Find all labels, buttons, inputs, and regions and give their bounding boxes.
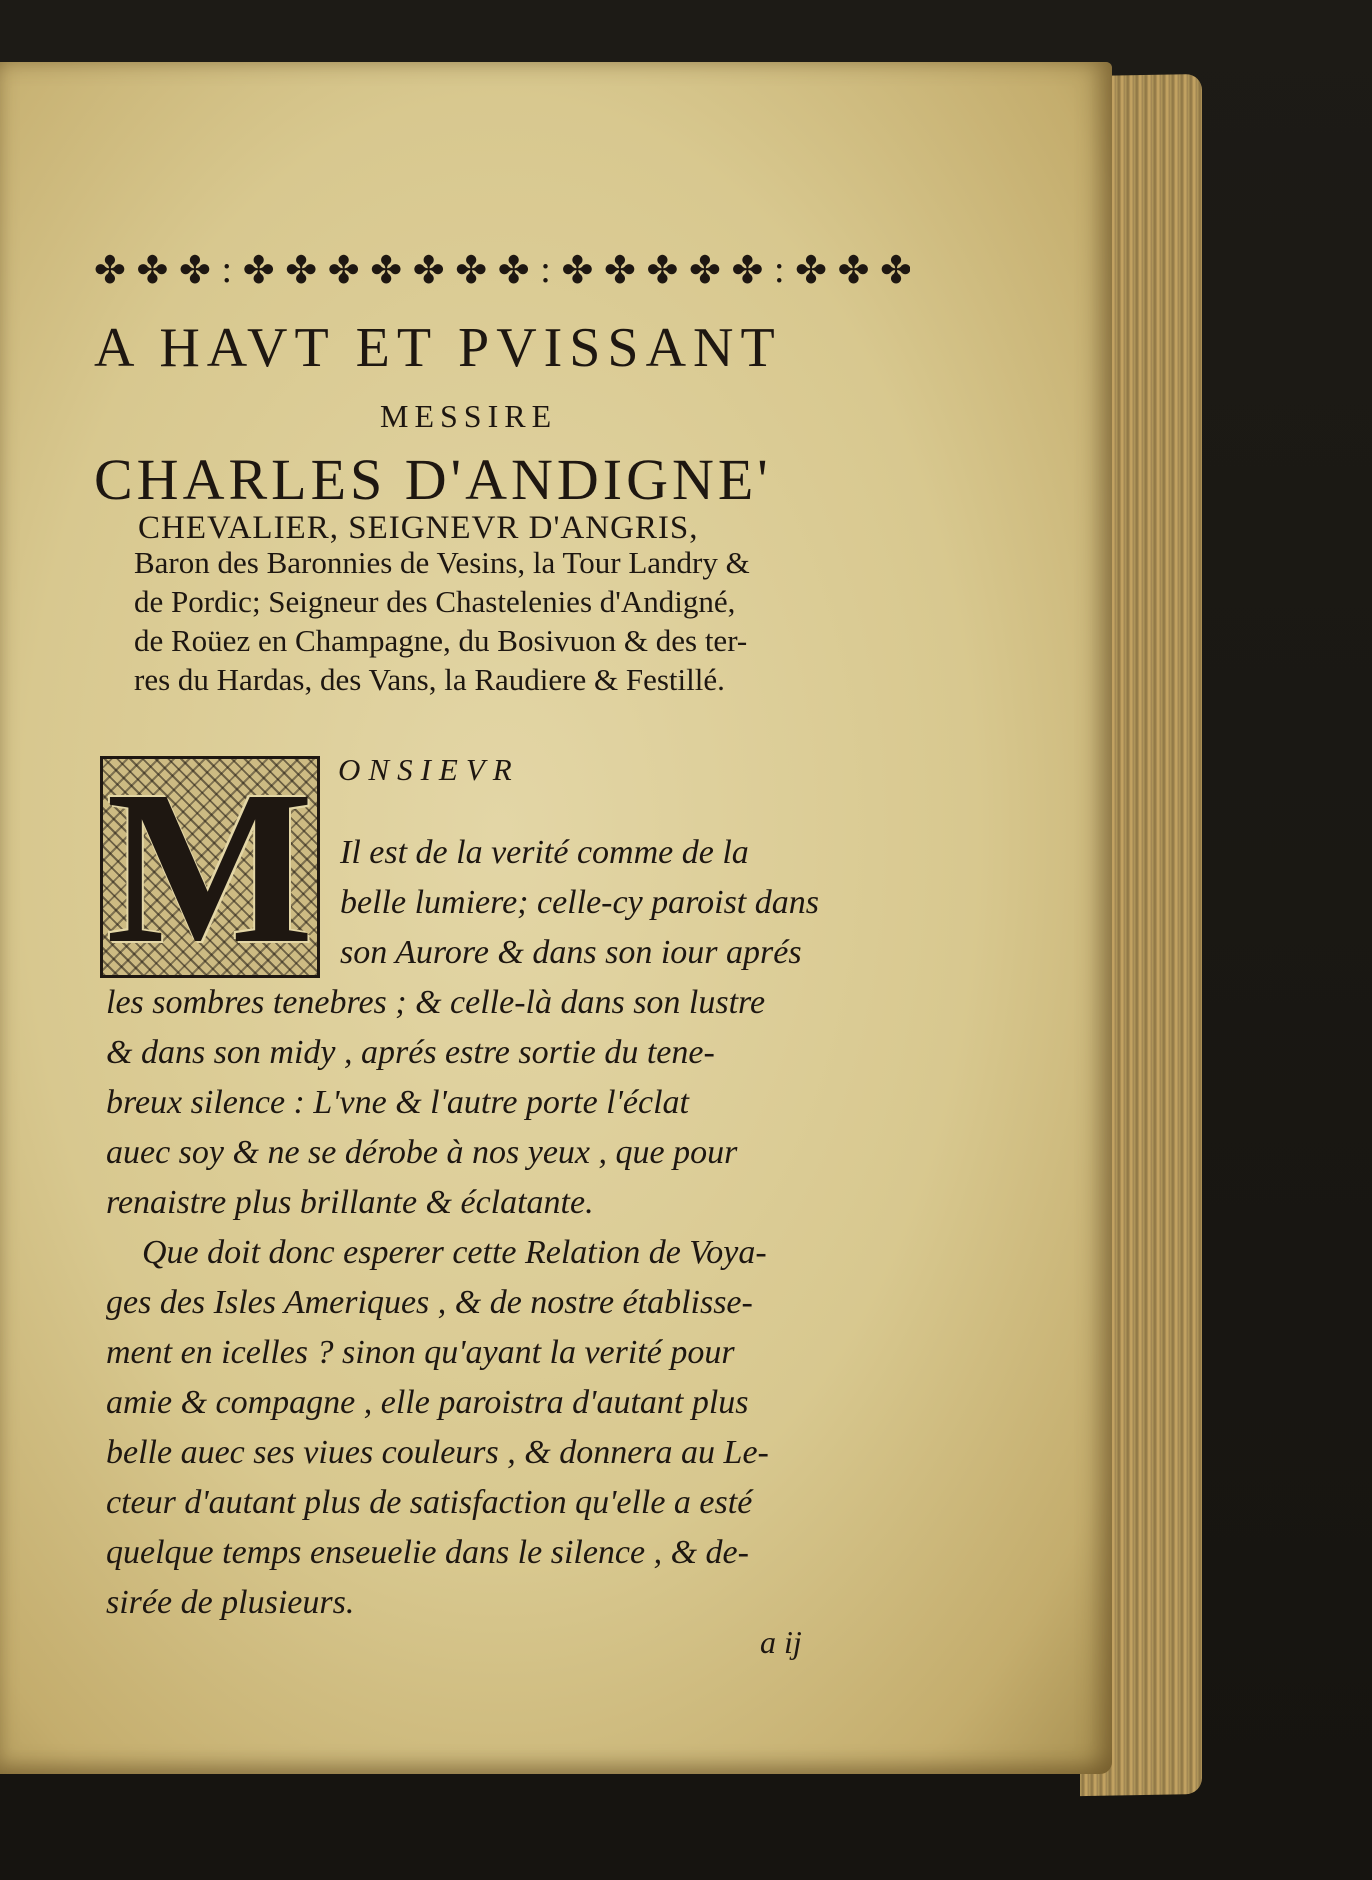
fleuron-icon: ✤ xyxy=(497,249,528,292)
body-line: quelque temps enseuelie dans le silence , & de- xyxy=(106,1534,749,1571)
ornament-separator: : xyxy=(540,249,549,291)
fleuron-icon: ✤ xyxy=(370,249,401,292)
fleuron-icon: ✤ xyxy=(688,249,719,292)
fleuron-icon: ✤ xyxy=(837,249,868,292)
heading-line-4: CHEVALIER, SEIGNEVR D'ANGRIS, xyxy=(138,510,699,546)
heading-line-1: A HAVT ET PVISSANT xyxy=(94,317,782,379)
dedication-line: Baron des Baronnies de Vesins, la Tour Landry & xyxy=(134,545,750,580)
dedication-line: de Roüez en Champagne, du Bosivuon & des ter- xyxy=(134,623,748,658)
fleuron-icon: ✤ xyxy=(603,249,634,292)
folio-signature: a ij xyxy=(760,1624,802,1660)
fleuron-icon: ✤ xyxy=(327,249,358,292)
dedication-line: res du Hardas, des Vans, la Raudiere & Festillé. xyxy=(134,662,725,697)
body-line: cteur d'autant plus de satisfaction qu'elle a esté xyxy=(106,1484,753,1521)
body-line: renaistre plus brillante & éclatante. xyxy=(106,1184,594,1221)
fleuron-icon: ✤ xyxy=(94,249,124,292)
body-line: & dans son midy , aprés estre sortie du tene- xyxy=(106,1034,715,1071)
body-line: ges des Isles Ameriques , & de nostre établisse- xyxy=(106,1284,753,1321)
heading-line-3: CHARLES D'ANDIGNE' xyxy=(94,447,772,512)
body-line: les sombres tenebres ; & celle-là dans son lustre xyxy=(106,984,766,1021)
body-line: Que doit donc esperer cette Relation de Voya- xyxy=(142,1234,767,1271)
body-line: belle lumiere; celle-cy paroist dans xyxy=(340,884,819,921)
body-line: amie & compagne , elle paroistra d'autant plus xyxy=(106,1384,749,1421)
body-line: sirée de plusieurs. xyxy=(106,1584,355,1621)
fleuron-icon: ✤ xyxy=(880,249,910,292)
fleuron-icon: ✤ xyxy=(561,249,592,292)
body-line: auec soy & ne se dérobe à nos yeux , que pour xyxy=(106,1134,738,1171)
dedication-line: de Pordic; Seigneur des Chastelenies d'Andigné, xyxy=(134,584,736,619)
body-line: belle auec ses viues couleurs , & donnera au Le- xyxy=(106,1434,769,1471)
fleuron-ornament-band xyxy=(94,248,910,292)
body-line: Il est de la verité comme de la xyxy=(340,834,749,871)
body-line: ment en icelles ? sinon qu'ayant la verité pour xyxy=(106,1334,735,1371)
heading-line-2: MESSIRE xyxy=(380,398,558,434)
fleuron-icon: ✤ xyxy=(285,249,316,292)
body-line: breux silence : L'vne & l'autre porte l'éclat xyxy=(106,1084,689,1121)
fleuron-icon: ✤ xyxy=(242,249,273,292)
fleuron-icon: ✤ xyxy=(731,249,762,292)
ornament-separator: : xyxy=(221,249,231,291)
salutation: ONSIEVR xyxy=(338,752,520,787)
fleuron-icon: ✤ xyxy=(412,249,443,292)
fleuron-icon: ✤ xyxy=(179,249,209,292)
initial-letter: M xyxy=(106,745,314,989)
fleuron-icon: ✤ xyxy=(455,249,486,292)
ornament-separator: : xyxy=(773,249,783,291)
fleuron-icon: ✤ xyxy=(795,249,825,292)
decorated-initial xyxy=(100,745,320,989)
body-line: son Aurore & dans son iour aprés xyxy=(340,934,802,971)
fleuron-icon: ✤ xyxy=(646,249,677,292)
book-page xyxy=(0,62,1112,1774)
fleuron-icon: ✤ xyxy=(136,249,167,292)
